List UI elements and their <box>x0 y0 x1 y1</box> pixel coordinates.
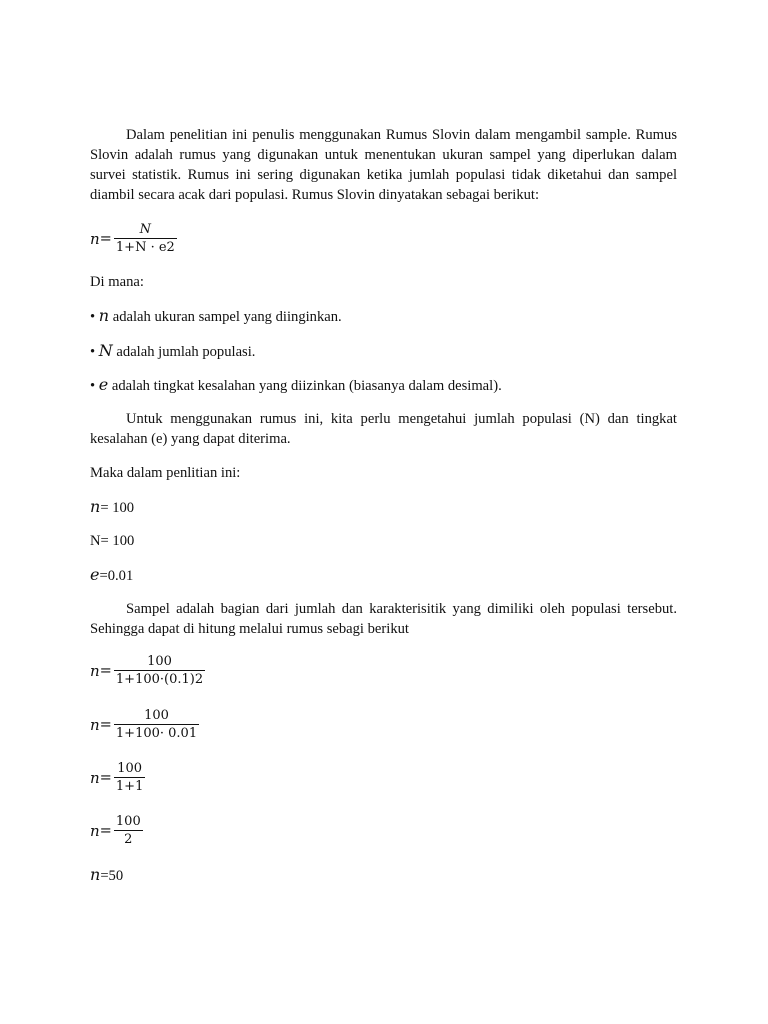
step-denominator: 1+100·(0.1)2 <box>115 672 204 687</box>
step-equals: = <box>99 662 112 679</box>
bullet-symbol: N <box>98 341 113 360</box>
value-symbol: e <box>90 565 100 584</box>
slovin-formula <box>90 222 677 256</box>
step-lhs: n <box>90 662 100 680</box>
result-text: =50 <box>100 868 124 884</box>
value-symbol: n <box>90 497 101 516</box>
bullet-text: adalah ukuran sampel yang diinginkan. <box>109 309 342 325</box>
step-numerator: 100 <box>144 708 169 723</box>
bullet-dot: • <box>90 344 96 360</box>
formula-fraction <box>114 222 177 256</box>
step-denominator: 1+100· 0.01 <box>115 726 198 741</box>
step-lhs: n <box>90 822 100 840</box>
intro-paragraph: Dalam penelitian ini penulis menggunakan Rumus Slovin dalam mengambil sample. Rumus Slovin adalah rumus yang digunakan untuk menentukan ukuran sampel yang diperlukan dalam survei statistik. Rumus ini sering digunakan ketika jumlah populasi tidak diketahui dan sampel diambil secara acak dari populasi. Rumus Slovin dinyatakan sebagai berikut: <box>90 127 677 203</box>
step-lhs: n <box>90 716 100 734</box>
value-text: = 100 <box>100 500 135 516</box>
step-fraction <box>114 814 143 848</box>
formula-denominator: 1+N · e2 <box>115 240 175 255</box>
formula-equals: = <box>99 230 112 247</box>
result-symbol: n <box>90 865 101 884</box>
bullet-text: adalah tingkat kesalahan yang diizinkan (biasanya dalam desimal). <box>108 378 502 394</box>
step-equals: = <box>99 716 112 733</box>
step-fraction <box>114 654 205 688</box>
bullet-text: adalah jumlah populasi. <box>112 344 256 360</box>
formula-numerator: N <box>139 222 152 237</box>
value-line <box>90 565 677 586</box>
step-numerator: 100 <box>117 761 143 776</box>
value-line <box>90 531 677 551</box>
calc-step <box>90 654 677 688</box>
calc-step <box>90 761 677 795</box>
step-numerator: 100 <box>147 654 172 669</box>
bullet-item <box>90 341 677 362</box>
calc-step <box>90 814 677 848</box>
value-line <box>90 497 677 518</box>
di-mana-label: Di mana: <box>90 274 144 290</box>
bullet-dot: • <box>90 378 96 394</box>
usage-paragraph: Untuk menggunakan rumus ini, kita perlu mengetahui jumlah populasi (N) dan tingkat kesalahan (e) yang dapat diterima. <box>90 411 677 447</box>
maka-line: Maka dalam penlitian ini: <box>90 465 241 481</box>
bullet-symbol: e <box>98 375 109 394</box>
value-text: =0.01 <box>99 568 134 584</box>
result-line <box>90 865 677 886</box>
formula-lhs: n <box>90 230 100 248</box>
step-lhs: n <box>90 769 100 787</box>
step-equals: = <box>99 822 112 839</box>
step-fraction <box>114 761 145 795</box>
step-denominator: 1+1 <box>115 779 144 794</box>
sampel-paragraph: Sampel adalah bagian dari jumlah dan karakterisitik yang dimiliki oleh populasi tersebut. Sehingga dapat di hitung melalui rumus sebagi berikut <box>90 601 677 637</box>
calc-step <box>90 708 677 742</box>
step-fraction <box>114 708 199 742</box>
bullet-dot: • <box>90 309 96 325</box>
bullet-item <box>90 375 677 396</box>
step-equals: = <box>99 769 112 786</box>
step-numerator: 100 <box>115 814 141 829</box>
value-text: N= 100 <box>90 533 135 549</box>
bullet-symbol: n <box>98 306 110 325</box>
step-denominator: 2 <box>114 830 143 848</box>
bullet-item <box>90 306 677 327</box>
